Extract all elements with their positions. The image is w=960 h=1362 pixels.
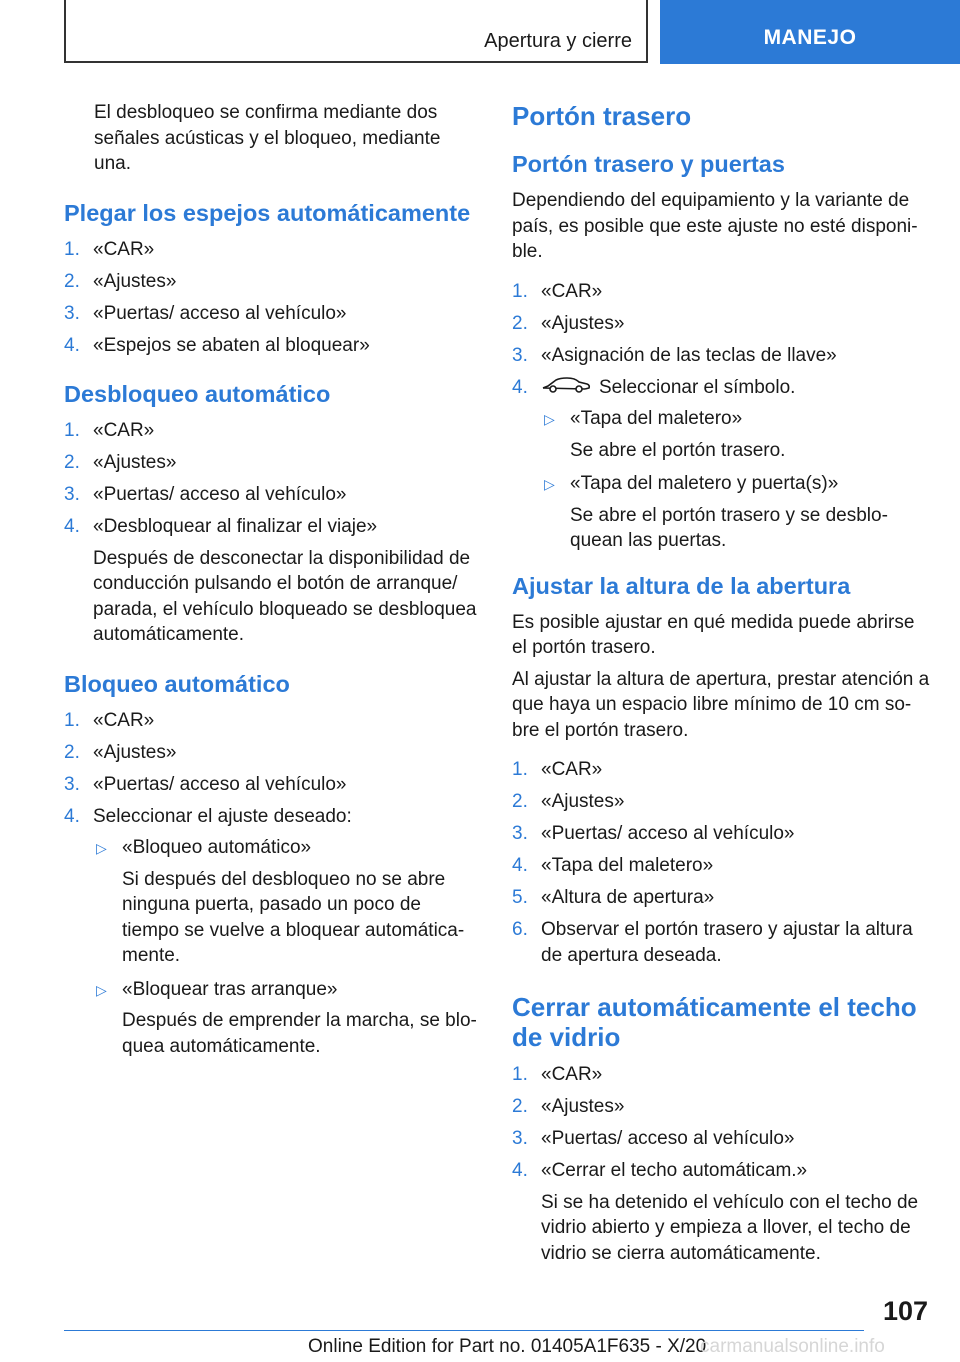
list-item: 4. Seleccionar el ajuste deseado: ▷ «Bloqueo automático» Si después del desbloqueo no se abre ninguna puerta, pasado un poco de tiempo se vuelve a bloquear automáticamente. ▷ «Bloquear tras arranque» Después de emprender la marcha, se bloquea automáticamente.	[64, 804, 478, 1060]
steps-auto-unlock	[64, 418, 478, 648]
step-note: Después de desconectar la disponibilidad de conducción pulsando el botón de arranque/ parada, el vehículo bloqueado se desbloquea automáticamente.	[93, 547, 477, 645]
option-item: ▷ «Tapa del maletero» Se abre el portón trasero.	[544, 408, 786, 461]
heading-tailgate: Portón trasero	[512, 101, 692, 131]
chapter-tab[interactable]: MANEJO	[660, 0, 960, 64]
paragraph: Es posible ajustar en qué medida puede abrirse el portón trasero.	[512, 611, 915, 659]
heading-fold-mirrors: Plegar los espejos automáticamente	[64, 199, 471, 226]
list-item: 4. Seleccionar el símbolo. ▷ «Tapa del maletero» Se abre el portón trasero. ▷ «Tapa del maletero y puerta(s)» Se abre el portón trasero y se desbloquean las puertas.	[512, 375, 930, 554]
paragraph: Dependiendo del equipamiento y la variante de país, es posible que este ajuste no esté disponible.	[512, 190, 918, 262]
list-item: 2. «Ajustes»	[512, 791, 625, 813]
paragraph: Al ajustar la altura de apertura, prestar atención a que haya un espacio libre mínimo de 10 cm sobre el portón trasero.	[512, 668, 930, 741]
steps-close-glass-roof	[512, 1062, 930, 1266]
list-item: 1. «CAR»	[512, 280, 603, 302]
list-item: 3. «Asignación de las teclas de llave»	[512, 344, 837, 366]
watermark: carmanualsonline.info	[700, 1336, 885, 1357]
list-item: 2. «Ajustes»	[512, 312, 625, 334]
edition-note: Online Edition for Part no. 01405A1F635 - X/20	[308, 1336, 707, 1357]
option-item: ▷ «Bloquear tras arranque» Después de emprender la marcha, se bloquea automáticamente.	[96, 978, 477, 1057]
heading-auto-lock: Bloqueo automático	[64, 670, 290, 697]
list-item: 3. «Puertas/ acceso al vehículo»	[64, 773, 347, 795]
list-item: 2. «Ajustes»	[64, 741, 177, 763]
heading-auto-unlock: Desbloqueo automático	[64, 381, 331, 407]
list-item: 1. «CAR»	[512, 1064, 603, 1086]
triangle-bullet-icon: ▷	[96, 840, 107, 856]
list-item: 1. «CAR»	[512, 759, 603, 781]
heading-close-glass-roof: Cerrar automáticamente el techo de vidrio	[512, 992, 917, 1053]
steps-fold-mirrors	[64, 237, 478, 359]
list-item: 1. «CAR»	[64, 238, 155, 260]
left-column	[64, 100, 478, 1067]
list-item: 4. «Espejos se abaten al bloquear»	[64, 334, 370, 356]
list-item: 3. «Puertas/ acceso al vehículo»	[64, 302, 347, 324]
list-item: 1. «CAR»	[64, 709, 155, 731]
steps-opening-height	[512, 757, 930, 968]
list-item: 2. «Ajustes»	[512, 1096, 625, 1118]
triangle-bullet-icon: ▷	[96, 981, 107, 998]
list-item: 2. «Ajustes»	[64, 270, 177, 292]
option-list	[541, 406, 930, 554]
page-number: 107	[882, 1296, 928, 1326]
triangle-bullet-icon: ▷	[544, 476, 555, 493]
list-item: 3. «Puertas/ acceso al vehículo»	[64, 484, 347, 505]
list-item: 6. Observar el portón trasero y ajustar la altura de apertura deseada.	[512, 919, 913, 966]
list-item: 4. «Desbloquear al finalizar el viaje» Después de desconectar la disponibilidad de conducción pulsando el botón de arranque/ parada, el vehículo bloqueado se desbloquea automáticamente.	[64, 514, 478, 648]
heading-tailgate-doors: Portón trasero y puertas	[512, 151, 785, 177]
triangle-bullet-icon: ▷	[544, 411, 555, 428]
list-item: 3. «Puertas/ acceso al vehículo»	[512, 823, 795, 845]
list-item: 2. «Ajustes»	[64, 452, 177, 473]
heading-opening-height: Ajustar la altura de la abertura	[512, 572, 851, 599]
step-note: Si se ha detenido el vehículo con el techo de vidrio abierto y empieza a llover, el techo de vidrio se cierra automáticamente.	[541, 1191, 919, 1264]
list-item: 1. «CAR»	[64, 420, 155, 441]
section-title: Apertura y cierre	[484, 30, 632, 52]
option-item: ▷ «Bloqueo automático» Si después del desbloqueo no se abre ninguna puerta, pasado un poco de tiempo se vuelve a bloquear automáticamente.	[96, 837, 465, 966]
footer-divider	[64, 1330, 864, 1331]
running-header	[64, 0, 648, 63]
list-item: 4. «Tapa del maletero»	[512, 855, 714, 877]
list-item: 5. «Altura de apertura»	[512, 887, 715, 909]
steps-auto-lock	[64, 708, 478, 1060]
option-list	[93, 835, 478, 1059]
intro-paragraph: El desbloqueo se confirma mediante dos señales acústicas y el bloqueo, mediante una.	[94, 102, 441, 174]
list-item: 3. «Puertas/ acceso al vehículo»	[512, 1128, 795, 1150]
steps-tailgate-doors	[512, 279, 930, 554]
car-key-icon	[541, 375, 591, 401]
option-item: ▷ «Tapa del maletero y puerta(s)» Se abre el portón trasero y se desbloquean las puertas.	[544, 473, 888, 552]
right-column	[512, 100, 930, 1273]
list-item: 4. «Cerrar el techo automáticam.» Si se ha detenido el vehículo con el techo de vidrio abierto y empieza a llover, el techo de vidrio se cierra automáticamente.	[512, 1158, 930, 1266]
